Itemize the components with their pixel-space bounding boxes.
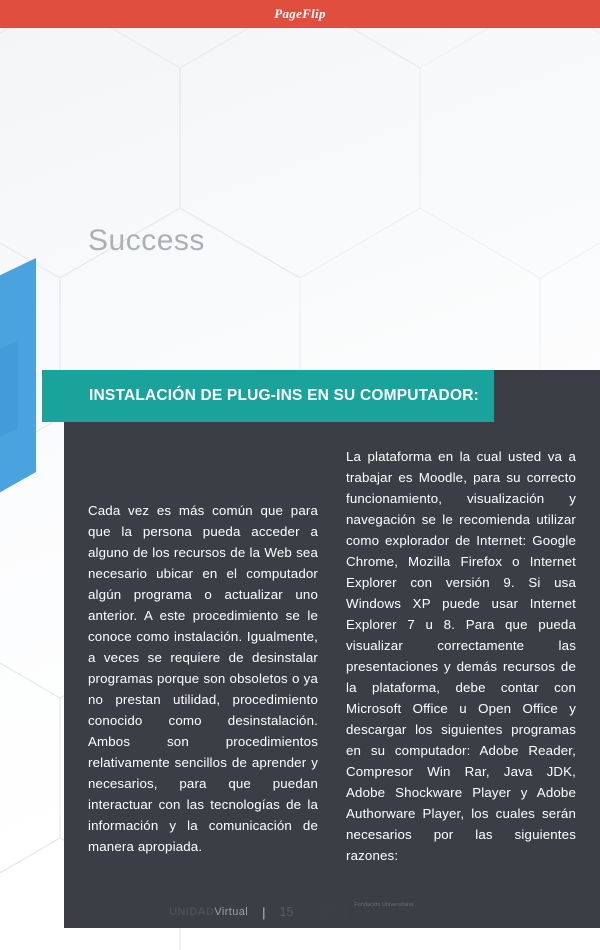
footer-brand bbox=[169, 906, 248, 918]
section-title-bar bbox=[42, 370, 494, 422]
university-logo-bottom: SAN MATEO bbox=[354, 907, 431, 922]
university-logo-top: Fundación Universitaria bbox=[354, 901, 414, 908]
page-canvas bbox=[0, 28, 600, 950]
university-logo-text bbox=[354, 903, 430, 922]
section-title: INSTALACIÓN DE PLUG-INS EN SU COMPUTADOR: bbox=[89, 387, 479, 404]
blue-accent-shape bbox=[0, 258, 36, 498]
app-title: PageFlip bbox=[274, 6, 326, 21]
university-logo bbox=[319, 898, 430, 926]
page-footer bbox=[0, 892, 600, 932]
article-column-left bbox=[88, 446, 318, 866]
article-column-right bbox=[346, 446, 576, 866]
paragraph-left: Cada vez es más común que para que la persona pueda acceder a alguno de los recursos de la Web sea necesario ubicar en el computador algún programa o actualizar uno anterior. A este procedimiento se le conoce como instalación. Igualmente, a veces se requiere de desinstalar programas porque son obsoletos o ya no prestan utilidad, procedimiento conocido como desinstalación. Ambos son procedimientos relativamente sencillos de aprender y necesarios, para que puedan interactuar con las tecnologías de la información y la comunicación de manera apropiada. bbox=[88, 503, 318, 854]
footer-separator: | bbox=[262, 904, 266, 920]
university-logo-icon bbox=[319, 898, 347, 926]
page-number: 15 bbox=[279, 905, 294, 919]
footer-brand-bold: UNIDAD bbox=[169, 906, 215, 918]
page-watermark-heading: Success bbox=[88, 224, 205, 257]
footer-brand-light: Virtual bbox=[214, 906, 249, 918]
app-topbar bbox=[0, 0, 600, 28]
paragraph-right: La plataforma en la cual usted va a trabajar es Moodle, para su correcto funcionamiento, visualización y navegación se le recomienda utilizar como explorador de Internet: Google Chrome, Mozilla Firefox o Internet Explorer con versión 9. Si usa Windows XP puede usar Internet Explorer 7 u 8. Para que pueda visualizar correctamente las presentaciones y demás recursos de la plataforma, debe contar con Microsoft Office u Open Office y descargar los siguientes programas en su computador: Adobe Reader, Compresor Win Rar, Java JDK, Adobe Shockware Player y Adobe Authorware Player, los cuales serán necesarios por las siguientes razones: bbox=[346, 449, 576, 863]
article-columns bbox=[88, 446, 576, 866]
